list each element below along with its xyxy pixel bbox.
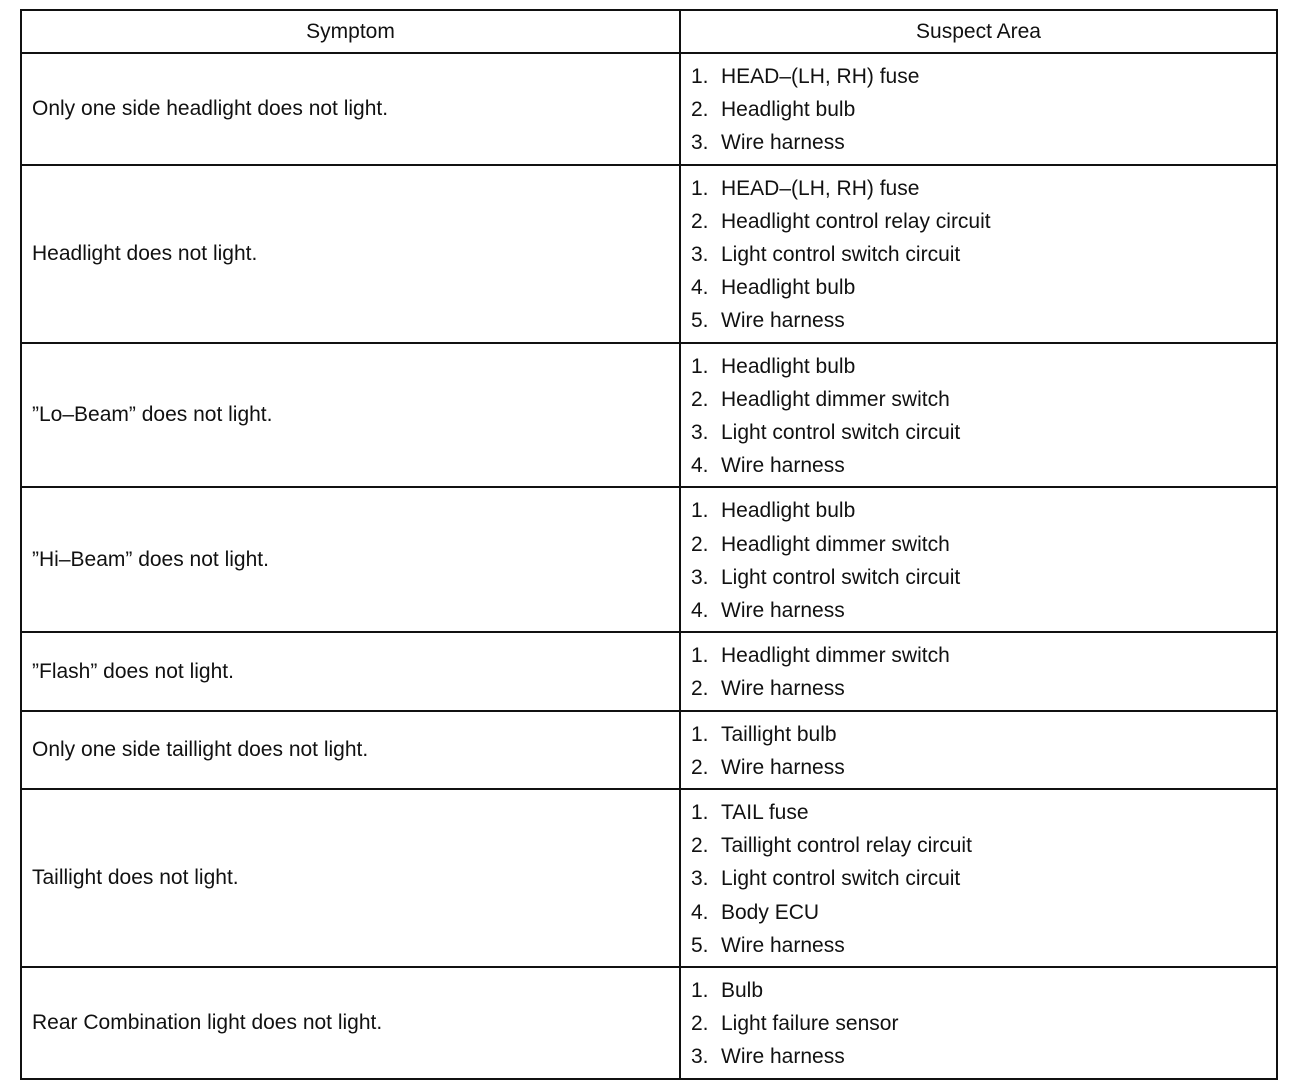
- table-row: [21, 487, 1277, 632]
- table-header-row: [21, 10, 1277, 53]
- list-item-number: 1.: [691, 499, 709, 523]
- list-item-text: HEAD–(LH, RH) fuse: [721, 65, 920, 88]
- list-item-number: 2.: [691, 677, 709, 701]
- symptom-cell: ”Flash” does not light.: [21, 632, 680, 710]
- list-item: [691, 494, 1276, 527]
- list-item-text: Light control switch circuit: [721, 565, 961, 589]
- suspect-area-list: [691, 796, 1276, 962]
- list-item-text: Wire harness: [721, 599, 845, 623]
- list-item-text: Headlight bulb: [721, 276, 856, 300]
- list-item: [691, 718, 1276, 751]
- list-item: [691, 639, 1276, 672]
- list-item-number: 2.: [691, 834, 709, 858]
- list-item-number: 4.: [691, 276, 709, 300]
- list-item-text: Headlight dimmer switch: [721, 387, 950, 411]
- suspect-area-list: [691, 639, 1276, 705]
- list-item-text: Body ECU: [721, 900, 820, 924]
- list-item: [691, 829, 1276, 862]
- list-item: [691, 796, 1276, 829]
- list-item: [691, 205, 1276, 238]
- list-item: [691, 350, 1276, 383]
- symptom-cell: Taillight does not light.: [21, 789, 680, 967]
- suspect-area-cell: [680, 165, 1277, 343]
- list-item-number: 3.: [691, 131, 709, 155]
- list-item: [691, 126, 1276, 159]
- list-item: [691, 1040, 1276, 1073]
- list-item-number: 1.: [691, 644, 709, 668]
- list-item-number: 3.: [691, 867, 709, 891]
- list-item-text: Wire harness: [721, 309, 845, 333]
- table-row: [21, 789, 1277, 967]
- list-item-number: 4.: [691, 900, 709, 924]
- list-item-number: 3.: [691, 565, 709, 589]
- list-item-text: Wire harness: [721, 755, 845, 779]
- list-item-number: 5.: [691, 933, 709, 957]
- column-header-symptom: Symptom: [21, 10, 680, 53]
- suspect-area-list: [691, 974, 1276, 1074]
- list-item: [691, 93, 1276, 126]
- list-item-number: 1.: [691, 65, 709, 88]
- table-row: [21, 165, 1277, 343]
- table-body: [21, 53, 1277, 1079]
- table-row: [21, 343, 1277, 488]
- list-item: [691, 416, 1276, 449]
- list-item-number: 4.: [691, 454, 709, 478]
- suspect-area-cell: [680, 711, 1277, 789]
- suspect-area-cell: [680, 343, 1277, 488]
- suspect-area-list: [691, 60, 1276, 160]
- list-item: [691, 672, 1276, 705]
- list-item: [691, 594, 1276, 627]
- list-item-number: 2.: [691, 1012, 709, 1036]
- list-item-number: 4.: [691, 599, 709, 623]
- suspect-area-list: [691, 350, 1276, 483]
- list-item-text: Headlight dimmer switch: [721, 532, 950, 556]
- list-item-number: 2.: [691, 98, 709, 122]
- suspect-area-list: [691, 172, 1276, 338]
- symptom-cell: ”Hi–Beam” does not light.: [21, 487, 680, 632]
- list-item-text: Wire harness: [721, 1045, 845, 1069]
- suspect-area-list: [691, 718, 1276, 784]
- list-item: [691, 304, 1276, 337]
- suspect-area-list: [691, 494, 1276, 627]
- symptom-cell: ”Lo–Beam” does not light.: [21, 343, 680, 488]
- list-item-number: 3.: [691, 421, 709, 445]
- list-item-text: Wire harness: [721, 933, 845, 957]
- list-item-number: 1.: [691, 354, 709, 378]
- list-item-number: 2.: [691, 387, 709, 411]
- table-row: [21, 967, 1277, 1079]
- list-item-text: Wire harness: [721, 131, 845, 155]
- list-item-number: 1.: [691, 801, 709, 825]
- suspect-area-cell: [680, 967, 1277, 1079]
- table-row: [21, 711, 1277, 789]
- suspect-area-cell: [680, 632, 1277, 710]
- list-item: [691, 974, 1276, 1007]
- list-item: [691, 751, 1276, 784]
- suspect-area-cell: [680, 789, 1277, 967]
- list-item: [691, 383, 1276, 416]
- list-item-text: Headlight control relay circuit: [721, 209, 991, 233]
- list-item-text: HEAD–(LH, RH) fuse: [721, 176, 920, 200]
- column-header-suspect-area: Suspect Area: [680, 10, 1277, 53]
- symptom-cell: Rear Combination light does not light.: [21, 967, 680, 1079]
- list-item: [691, 896, 1276, 929]
- list-item-number: 1.: [691, 979, 709, 1003]
- list-item-number: 1.: [691, 176, 709, 200]
- list-item-text: Light control switch circuit: [721, 867, 961, 891]
- suspect-area-cell: [680, 53, 1277, 165]
- list-item-text: Taillight control relay circuit: [721, 834, 972, 858]
- list-item-text: Wire harness: [721, 677, 845, 701]
- list-item-text: Headlight bulb: [721, 98, 856, 122]
- list-item-text: TAIL fuse: [721, 801, 809, 825]
- list-item: [691, 172, 1276, 205]
- list-item-text: Taillight bulb: [721, 722, 837, 746]
- list-item: [691, 238, 1276, 271]
- list-item: [691, 271, 1276, 304]
- list-item: [691, 449, 1276, 482]
- list-item-text: Light control switch circuit: [721, 243, 961, 267]
- list-item-number: 2.: [691, 532, 709, 556]
- list-item: [691, 528, 1276, 561]
- symptom-cell: Only one side taillight does not light.: [21, 711, 680, 789]
- list-item-text: Bulb: [721, 979, 764, 1003]
- suspect-area-cell: [680, 487, 1277, 632]
- list-item: [691, 60, 1276, 93]
- list-item-number: 1.: [691, 722, 709, 746]
- symptom-table: [20, 9, 1278, 1080]
- symptom-cell: Only one side headlight does not light.: [21, 53, 680, 165]
- list-item-number: 2.: [691, 755, 709, 779]
- list-item-number: 3.: [691, 243, 709, 267]
- table-row: [21, 53, 1277, 165]
- list-item-number: 2.: [691, 209, 709, 233]
- list-item-text: Light failure sensor: [721, 1012, 899, 1036]
- symptom-cell: Headlight does not light.: [21, 165, 680, 343]
- list-item: [691, 561, 1276, 594]
- list-item-text: Light control switch circuit: [721, 421, 961, 445]
- list-item: [691, 1007, 1276, 1040]
- list-item-text: Wire harness: [721, 454, 845, 478]
- list-item-text: Headlight bulb: [721, 499, 856, 523]
- list-item-number: 5.: [691, 309, 709, 333]
- table-row: [21, 632, 1277, 710]
- list-item-text: Headlight dimmer switch: [721, 644, 950, 668]
- list-item-text: Headlight bulb: [721, 354, 856, 378]
- list-item: [691, 862, 1276, 895]
- list-item: [691, 929, 1276, 962]
- list-item-number: 3.: [691, 1045, 709, 1069]
